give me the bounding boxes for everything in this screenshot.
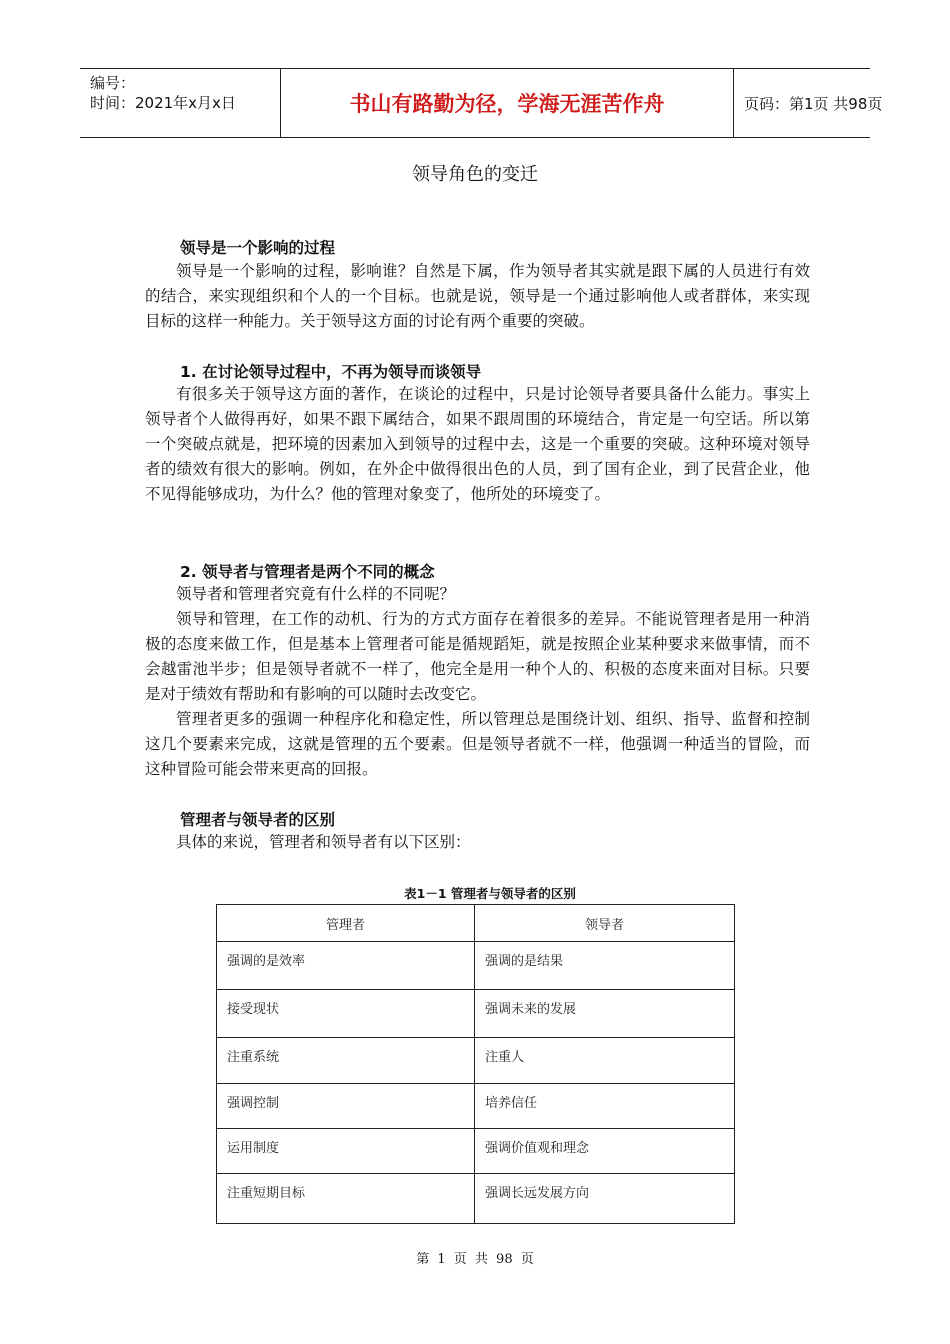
page-footer: 第 1 页 共 98 页 (416, 1252, 534, 1267)
table-cell: 强调控制 (217, 1084, 475, 1129)
table-row (217, 1038, 735, 1084)
table-row (217, 990, 735, 1038)
table-cell: 注重人 (475, 1038, 735, 1084)
paragraph: 领导者和管理者究竟有什么样的不同呢？ (176, 585, 456, 603)
column-header-manager: 管理者 (217, 905, 475, 942)
table-cell: 接受现状 (217, 990, 475, 1038)
section-heading-2: 2. 领导者与管理者是两个不同的概念 (180, 563, 435, 581)
paragraph: 管理者更多的强调一种程序化和稳定性，所以管理总是围绕计划、组织、指导、监督和控制这几个要素来完成，这就是管理的五个要素。但是领导者就不一样，他强调一种适当的冒险，而这种冒险可能会带来更高的回报。 (145, 710, 810, 778)
table-cell: 强调的是效率 (217, 942, 475, 990)
document-time-label: 时间：2021年x月x日 (90, 94, 236, 112)
table-row (217, 1174, 735, 1224)
table-cell: 注重短期目标 (217, 1174, 475, 1224)
document-number-label: 编号： (90, 74, 136, 92)
section-heading-differences: 管理者与领导者的区别 (180, 811, 336, 829)
paragraph: 领导和管理，在工作的动机、行为的方式方面存在着很多的差异。不能说管理者是用一种消极的态度来做工作，但是基本上管理者可能是循规蹈矩，就是按照企业某种要求来做事情，而不会越雷池半步；但是领导者就不一样了，他完全是用一种个人的、积极的态度来面对目标。只要是对于绩效有帮助和有影响的可以随时去改变它。 (145, 610, 810, 703)
table-cell: 强调未来的发展 (475, 990, 735, 1038)
header-meta (80, 69, 280, 137)
page-header (80, 68, 883, 138)
table-row (217, 942, 735, 990)
table-row (217, 1129, 735, 1174)
table-row (217, 1084, 735, 1129)
table-cell: 注重系统 (217, 1038, 475, 1084)
table-cell: 强调长远发展方向 (475, 1174, 735, 1224)
paragraph: 领导是一个影响的过程，影响谁？自然是下属，作为领导者其实就是跟下属的人员进行有效的结合，来实现组织和个人的一个目标。也就是说，领导是一个通过影响他人或者群体，来实现目标的这样一种能力。关于领导这方面的讨论有两个重要的突破。 (145, 262, 810, 330)
section-heading-influence: 领导是一个影响的过程 (180, 239, 336, 257)
comparison-table (216, 904, 735, 1224)
header-page-info: 页码：第1页 共98页 (744, 94, 883, 113)
document-title: 领导角色的变迁 (412, 164, 538, 185)
table-cell: 强调价值观和理念 (475, 1129, 735, 1174)
column-header-leader: 领导者 (475, 905, 735, 942)
table-cell: 强调的是结果 (475, 942, 735, 990)
header-motto: 书山有路勤为径，学海无涯苦作舟 (349, 92, 665, 116)
paragraph: 具体的来说，管理者和领导者有以下区别： (176, 833, 471, 851)
table-cell: 运用制度 (217, 1129, 475, 1174)
table-caption: 表1－1 管理者与领导者的区别 (404, 886, 576, 901)
section-heading-1: 1. 在讨论领导过程中，不再为领导而谈领导 (180, 363, 482, 381)
header-motto-cell (280, 69, 734, 137)
paragraph: 有很多关于领导这方面的著作，在谈论的过程中，只是讨论领导者要具备什么能力。事实上领导者个人做得再好，如果不跟下属结合，如果不跟周围的环境结合，肯定是一句空话。所以第一个突破点就是，把环境的因素加入到领导的过程中去，这是一个重要的突破。这种环境对领导者的绩效有很大的影响。例如，在外企中做得很出色的人员，到了国有企业，到了民营企业，他不见得能够成功，为什么？他的管理对象变了，他所处的环境变了。 (145, 385, 810, 503)
table-header-row (217, 905, 735, 942)
table-cell: 培养信任 (475, 1084, 735, 1129)
